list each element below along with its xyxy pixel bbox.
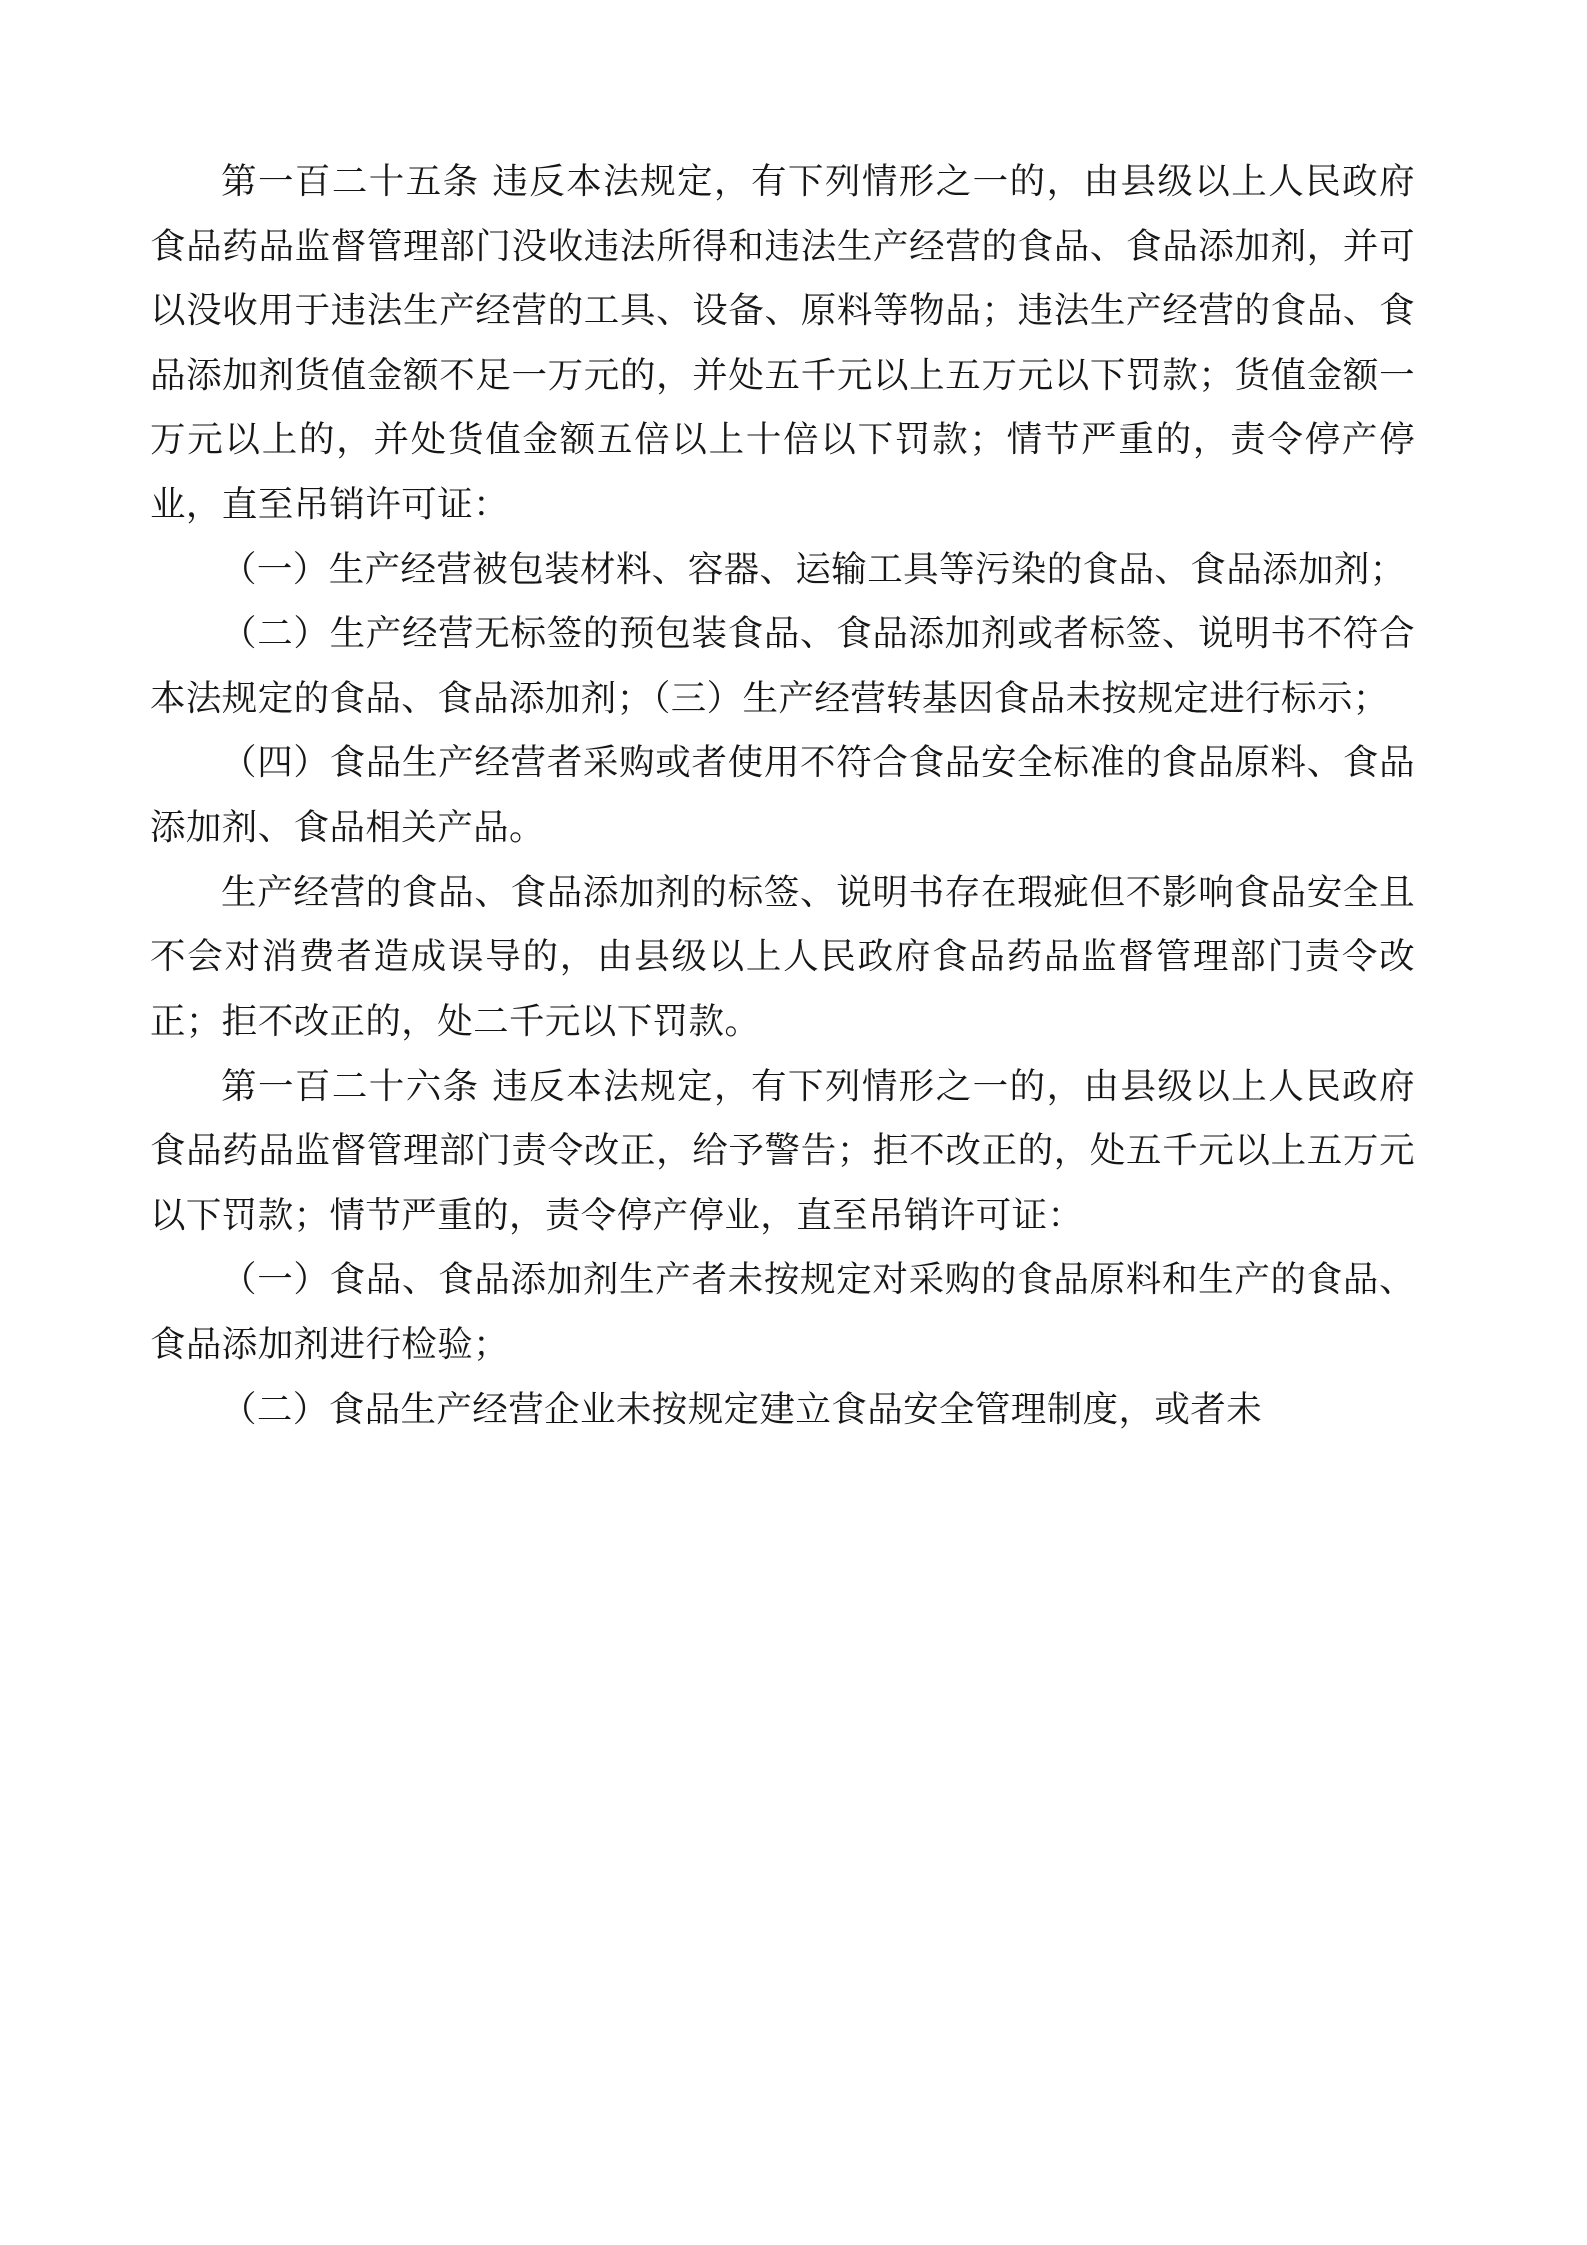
paragraph-item-1: （一）生产经营被包装材料、容器、运输工具等污染的食品、食品添加剂；	[221, 548, 1406, 590]
paragraph-label-defect-clause: 生产经营的食品、食品添加剂的标签、说明书存在瑕疵但不影响食品安全且不会对消费者造成误导的，由县级以上人民政府食品药品监督管理部门责令改正；拒不改正的，处二千元以下罚款。	[150, 871, 1415, 1042]
document-body	[150, 150, 1415, 1442]
paragraph-article-126: 第一百二十六条 违反本法规定，有下列情形之一的，由县级以上人民政府食品药品监督管理部门责令改正，给予警告；拒不改正的，处五千元以上五万元以下罚款；情节严重的，责令停产停业，直至吊销许可证：	[150, 1065, 1415, 1236]
paragraph-126-item-1: （一）食品、食品添加剂生产者未按规定对采购的食品原料和生产的食品、食品添加剂进行检验；	[150, 1259, 1415, 1365]
paragraph-item-2: （二）生产经营无标签的预包装食品、食品添加剂或者标签、说明书不符合本法规定的食品、食品添加剂；（三）生产经营转基因食品未按规定进行标示；	[150, 613, 1415, 719]
paragraph-item-4: （四）食品生产经营者采购或者使用不符合食品安全标准的食品原料、食品添加剂、食品相关产品。	[150, 742, 1415, 849]
paragraph-126-item-2: （二）食品生产经营企业未按规定建立食品安全管理制度，或者未	[221, 1388, 1263, 1430]
paragraph-article-125: 第一百二十五条 违反本法规定，有下列情形之一的，由县级以上人民政府食品药品监督管理部门没收违法所得和违法生产经营的食品、食品添加剂，并可以没收用于违法生产经营的工具、设备、原料等物品；违法生产经营的食品、食品添加剂货值金额不足一万元的，并处五千元以上五万元以下罚款；货值金额一万元以上的，并处货值金额五倍以上十倍以下罚款；情节严重的，责令停产停业，直至吊销许可证：	[150, 161, 1415, 526]
